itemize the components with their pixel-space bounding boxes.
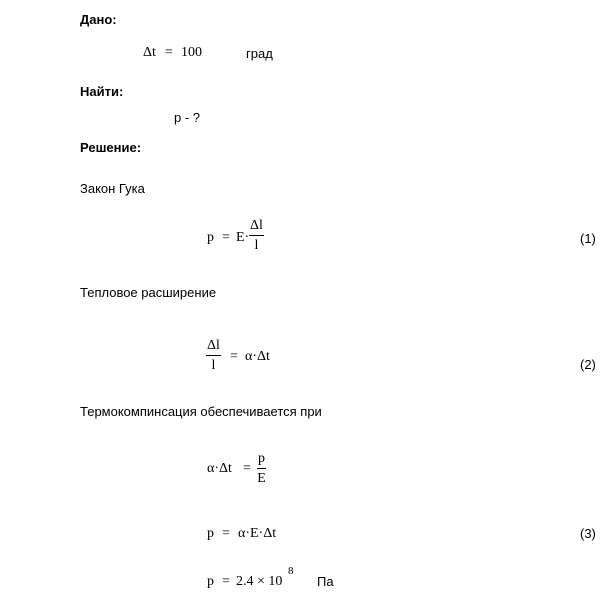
eq1-denominator: l bbox=[254, 238, 259, 253]
given-delta-t-unit: град bbox=[246, 46, 273, 61]
given-heading: Дано: bbox=[80, 12, 117, 27]
eq3-rhs: α·E·Δt bbox=[238, 526, 277, 541]
eq3-number: (3) bbox=[580, 526, 596, 541]
eq1-rhs-prefix: E· bbox=[236, 230, 250, 245]
hooke-law-label: Закон Гука bbox=[80, 181, 145, 196]
given-delta-t-symbol: Δt bbox=[143, 45, 156, 60]
eq2-rhs: α·Δt bbox=[245, 349, 270, 364]
solution-heading: Решение: bbox=[80, 140, 142, 155]
compensation-label: Термокомпинсация обеспечивается при bbox=[80, 404, 322, 419]
eq1-fraction-bar bbox=[249, 235, 264, 236]
result-unit: Па bbox=[317, 574, 334, 589]
eq2-numerator: Δl bbox=[207, 338, 220, 353]
result-mantissa: 2.4 × 10 bbox=[236, 574, 283, 589]
given-equals: = bbox=[165, 45, 173, 60]
eq1-lhs: p bbox=[207, 230, 214, 245]
eq-comp-fraction-bar bbox=[257, 468, 266, 469]
eq2-number: (2) bbox=[580, 357, 596, 372]
result-equals: = bbox=[222, 574, 230, 589]
find-heading: Найти: bbox=[80, 84, 124, 99]
eq1-fraction bbox=[249, 218, 264, 254]
eq-comp-lhs: α·Δt bbox=[207, 461, 232, 476]
eq1-number: (1) bbox=[580, 231, 596, 246]
eq2-fraction-bar bbox=[206, 355, 221, 356]
eq-comp-fraction bbox=[257, 451, 266, 487]
eq3-lhs: p bbox=[207, 526, 214, 541]
eq1-equals: = bbox=[222, 230, 230, 245]
find-target: p - ? bbox=[174, 110, 201, 125]
given-delta-t-value: 100 bbox=[181, 45, 202, 60]
result-lhs: p bbox=[207, 574, 214, 589]
eq2-fraction bbox=[206, 338, 221, 374]
eq-comp-numerator: p bbox=[258, 451, 265, 466]
eq2-denominator: l bbox=[211, 358, 216, 373]
thermal-expansion-label: Тепловое расширение bbox=[80, 285, 217, 300]
result-exponent: 8 bbox=[288, 565, 294, 577]
eq3-equals: = bbox=[222, 526, 230, 541]
eq1-numerator: Δl bbox=[250, 218, 263, 233]
eq-comp-denominator: E bbox=[257, 471, 266, 486]
eq-comp-equals: = bbox=[243, 461, 251, 476]
eq2-equals: = bbox=[230, 349, 238, 364]
